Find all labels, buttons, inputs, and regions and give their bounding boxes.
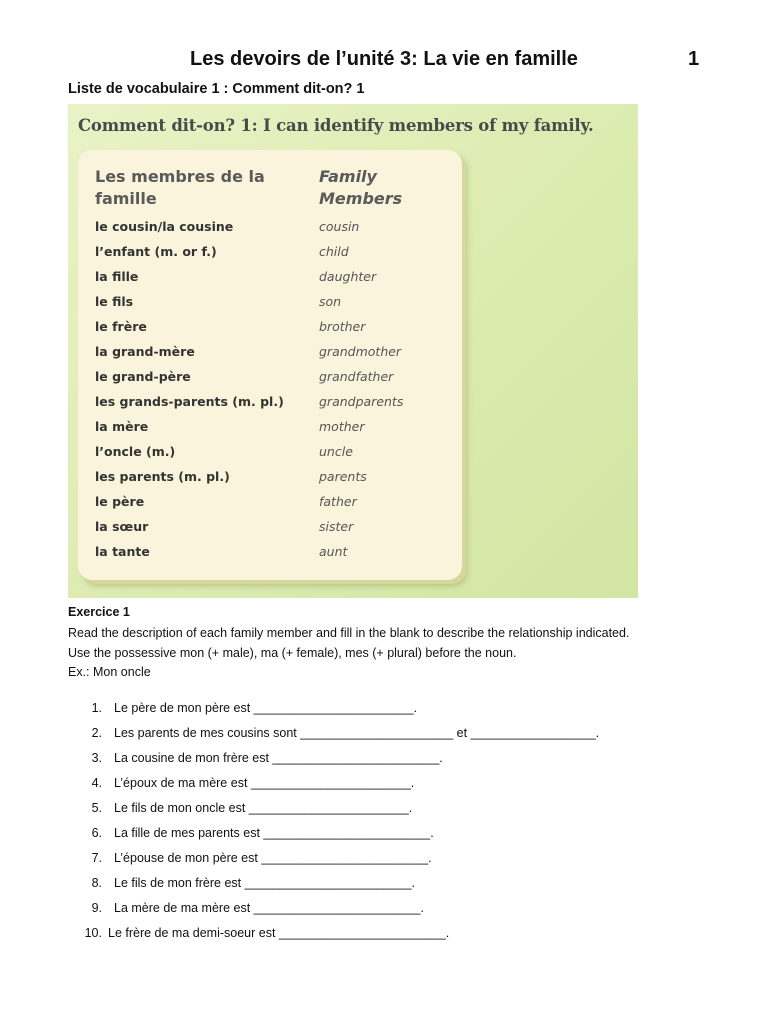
question-item <box>0 801 770 826</box>
instruction-line: Read the description of each family member and fill in the blank to describe the relationship indicated. <box>68 626 630 640</box>
question-item <box>0 926 770 951</box>
question-number: 10. <box>84 926 102 940</box>
question-number: 8. <box>91 876 102 890</box>
question-text: Le fils de mon oncle est _______________________. <box>114 801 413 815</box>
vocab-french: la mère <box>95 419 149 434</box>
vocab-french: l’enfant (m. or f.) <box>95 244 217 259</box>
vocab-row <box>78 341 462 366</box>
vocab-french: la fille <box>95 269 139 284</box>
question-text: L’épouse de mon père est ________________________. <box>114 851 432 865</box>
vocab-row <box>78 491 462 516</box>
vocab-english: grandfather <box>319 369 394 384</box>
question-list <box>0 701 770 951</box>
question-item <box>0 726 770 751</box>
vocab-french: l’oncle (m.) <box>95 444 176 459</box>
vocab-row <box>78 241 462 266</box>
vocab-english: aunt <box>319 544 348 559</box>
vocab-row <box>78 541 462 566</box>
question-item <box>0 876 770 901</box>
vocab-french: la sœur <box>95 519 149 534</box>
vocab-row <box>78 441 462 466</box>
vocab-english: parents <box>319 469 367 484</box>
vocab-french: le père <box>95 494 145 509</box>
vocab-row <box>78 266 462 291</box>
question-number: 7. <box>91 851 102 865</box>
vocab-row <box>78 416 462 441</box>
question-text: La mère de ma mère est ________________________. <box>114 901 424 915</box>
question-number: 1. <box>91 701 102 715</box>
vocab-french: la grand-mère <box>95 344 195 359</box>
vocab-english: brother <box>319 319 366 334</box>
vocabulary-list-title: Liste de vocabulaire 1 : Comment dit-on? 1 <box>68 81 365 97</box>
vocab-french: les parents (m. pl.) <box>95 469 230 484</box>
vocab-row <box>78 516 462 541</box>
question-number: 3. <box>91 751 102 765</box>
instruction-line: Ex.: Mon oncle <box>68 665 151 679</box>
vocab-row <box>78 366 462 391</box>
vocabulary-list <box>78 216 462 566</box>
vocab-french: la tante <box>95 544 150 559</box>
question-number: 6. <box>91 826 102 840</box>
vocab-french: le cousin/la cousine <box>95 219 234 234</box>
question-text: Les parents de mes cousins sont ______________________ et __________________. <box>114 726 600 740</box>
question-number: 4. <box>91 776 102 790</box>
vocab-row <box>78 391 462 416</box>
question-text: La fille de mes parents est ________________________. <box>114 826 434 840</box>
vocab-english: son <box>319 294 342 309</box>
question-number: 9. <box>91 901 102 915</box>
vocab-english: daughter <box>319 269 377 284</box>
instruction-line: Use the possessive mon (+ male), ma (+ female), mes (+ plural) before the noun. <box>68 645 517 660</box>
english-column-header: Family Members <box>319 167 403 208</box>
vocab-english: grandparents <box>319 394 404 409</box>
vocab-english: cousin <box>319 219 360 234</box>
vocab-french: le fils <box>95 294 134 309</box>
vocab-english: sister <box>319 519 354 534</box>
question-text: La cousine de mon frère est ________________________. <box>114 751 443 765</box>
question-number: 5. <box>91 801 102 815</box>
question-text: Le fils de mon frère est ________________________. <box>114 876 415 890</box>
vocab-french: les grands-parents (m. pl.) <box>95 394 284 409</box>
vocab-english: uncle <box>319 444 353 459</box>
vocab-row <box>78 316 462 341</box>
panel-heading: Comment dit-on? 1: I can identify members of my family. <box>78 116 594 135</box>
question-item <box>0 826 770 851</box>
question-item <box>0 701 770 726</box>
vocab-french: le grand-père <box>95 369 191 384</box>
french-column-header: Les membres de la famille <box>95 167 265 208</box>
exercise-instructions <box>68 624 758 683</box>
vocab-english: mother <box>319 419 365 434</box>
question-item <box>0 901 770 926</box>
vocab-row <box>78 216 462 241</box>
vocab-french: le frère <box>95 319 147 334</box>
question-item <box>0 776 770 801</box>
question-text: L’époux de ma mère est _______________________. <box>114 776 415 790</box>
vocab-english: child <box>319 244 349 259</box>
vocabulary-card <box>78 150 462 580</box>
vocab-english: father <box>319 494 357 509</box>
page-number: 1 <box>688 48 700 70</box>
question-item <box>0 751 770 776</box>
question-text: Le père de mon père est _______________________. <box>114 701 418 715</box>
vocab-english: grandmother <box>319 344 402 359</box>
document-title: Les devoirs de l’unité 3: La vie en famille <box>190 48 578 70</box>
vocabulary-panel <box>68 104 638 598</box>
question-number: 2. <box>91 726 102 740</box>
vocab-row <box>78 466 462 491</box>
exercise-title: Exercice 1 <box>68 605 130 619</box>
question-item <box>0 851 770 876</box>
question-text: Le frère de ma demi-soeur est ________________________. <box>108 926 450 940</box>
vocab-row <box>78 291 462 316</box>
